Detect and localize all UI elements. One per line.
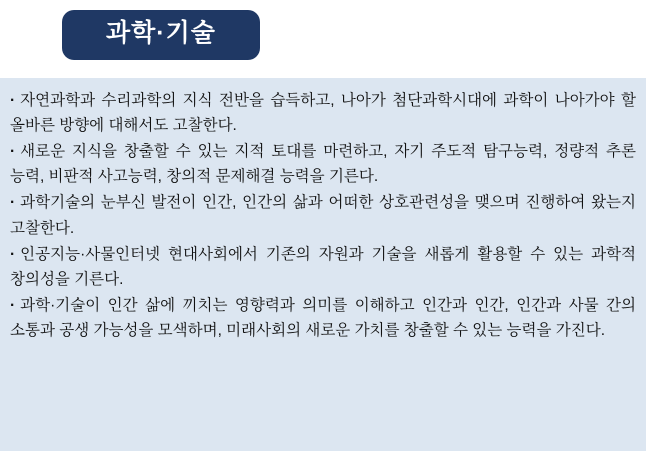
page-title: 과학·기술 xyxy=(62,10,260,60)
bullet-list xyxy=(10,88,636,343)
list-item: · 인공지능·사물인터넷 현대사회에서 기존의 자원과 기술을 새롭게 활용할 수 있는 과학적 창의성을 기른다. xyxy=(10,242,636,292)
list-item: · 과학·기술이 인간 삶에 끼치는 영향력과 의미를 이해하고 인간과 인간, 인간과 사물 간의 소통과 공생 가능성을 모색하며, 미래사회의 새로운 가치를 창출할 수 있는 능력을 가진다. xyxy=(10,293,636,343)
list-item: · 과학기술의 눈부신 발전이 인간, 인간의 삶과 어떠한 상호관련성을 맺으며 진행하여 왔는지 고찰한다. xyxy=(10,190,636,240)
list-item: · 자연과학과 수리과학의 지식 전반을 습득하고, 나아가 첨단과학시대에 과학이 나아가야 할 올바른 방향에 대해서도 고찰한다. xyxy=(10,88,636,138)
header xyxy=(0,0,646,68)
content-panel xyxy=(0,78,646,451)
list-item: · 새로운 지식을 창출할 수 있는 지적 토대를 마련하고, 자기 주도적 탐구능력, 정량적 추론 능력, 비판적 사고능력, 창의적 문제해결 능력을 기른다. xyxy=(10,139,636,189)
